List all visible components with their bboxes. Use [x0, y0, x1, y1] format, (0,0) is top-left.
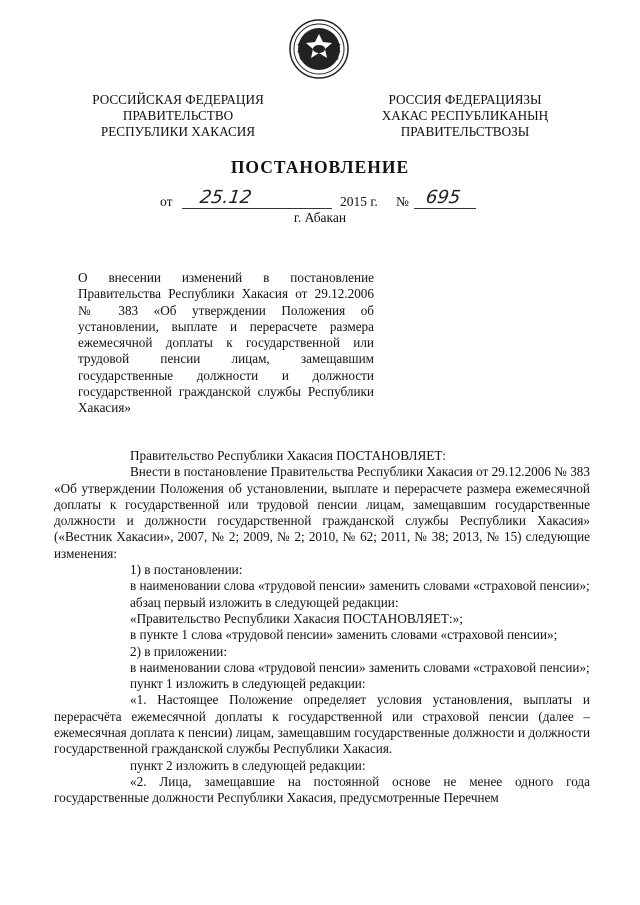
header-right-line: ПРАВИТЕЛЬСТВОЗЫ — [400, 124, 530, 139]
document-subject: О внесении изменений в постановление Правительства Республики Хакасия от 29.12.2006 № 383 «Об утверждении Положения об установлении, выплате и перерасчете размера ежемесячной доплаты к государственной или трудовой пенсии лицам, замещавшим государственные должности и должности государственной гражданской службы Республики Хакасия» — [78, 270, 374, 416]
document-year: 2015 г. — [340, 194, 378, 209]
header-right-line: РОССИЯ ФЕДЕРАЦИЯЗЫ — [388, 92, 542, 107]
paragraph: 1) в постановлении: — [130, 562, 243, 578]
paragraph: абзац первый изложить в следующей редакции: — [130, 594, 399, 610]
paragraph: 2) в приложении: — [130, 643, 227, 659]
date-underline — [182, 208, 332, 209]
document-type-title: ПОСТАНОВЛЕНИЕ — [230, 157, 410, 177]
date-number-line — [160, 188, 490, 210]
header-left-line: РОССИЙСКАЯ ФЕДЕРАЦИЯ — [92, 92, 264, 107]
header-right-line: ХАКАС РЕСПУБЛИКАНЫҢ — [381, 108, 549, 123]
header-left — [78, 92, 278, 140]
paragraph: Внести в постановление Правительства Республики Хакасия от 29.12.2006 № 383 «Об утверждении Положения об установлении, выплате и перерасчете размера ежемесячной доплаты к государственной или трудовой пенсии лицам, замещавшим государственные должности и должности государственной гражданской службы Республики Хакасия» («Вестник Хакасии», 2007, № 2; 2009, № 2; 2010, № 62; 2011, № 38; 2013, № 15) следующие изменения: — [54, 464, 590, 561]
paragraph: пункт 1 изложить в следующей редакции: — [130, 676, 366, 692]
number-underline — [414, 208, 476, 209]
handwritten-number: 695 — [424, 187, 462, 208]
document-body — [54, 448, 590, 807]
paragraph: Правительство Республики Хакасия ПОСТАНОВЛЯЕТ: — [130, 448, 447, 463]
document-city: г. Абакан — [293, 210, 347, 225]
date-prefix: от — [160, 194, 173, 209]
header-left-line: ПРАВИТЕЛЬСТВО — [122, 108, 234, 123]
coat-of-arms-emblem — [288, 18, 350, 80]
header-right — [360, 92, 570, 140]
paragraph: в наименовании слова «трудовой пенсии» заменить словами «страховой пенсии»; — [130, 659, 590, 675]
handwritten-date: 25.12 — [198, 187, 254, 208]
paragraph: «2. Лица, замещавшие на постоянной основе не менее одного года государственные должности Республики Хакасия, предусмотренные Перечнем — [54, 773, 590, 806]
paragraph: пункт 2 изложить в следующей редакции: — [130, 757, 366, 773]
number-sign: № — [396, 194, 409, 209]
paragraph: в наименовании слова «трудовой пенсии» заменить словами «страховой пенсии»; — [130, 578, 590, 594]
header-left-line: РЕСПУБЛИКИ ХАКАСИЯ — [100, 124, 256, 139]
paragraph: «1. Настоящее Положение определяет условия установления, выплаты и перерасчёта ежемесячной доплаты к государственной или страховой пенсии (далее – ежемесячная доплата к пенсии) лицам, замещавшим государственные должности и должности государственной гражданской службы Республики Хакасия. — [54, 692, 590, 757]
paragraph: «Правительство Республики Хакасия ПОСТАНОВЛЯЕТ:»; — [130, 610, 463, 626]
paragraph: в пункте 1 слова «трудовой пенсии» заменить словами «страховой пенсии»; — [130, 627, 558, 643]
